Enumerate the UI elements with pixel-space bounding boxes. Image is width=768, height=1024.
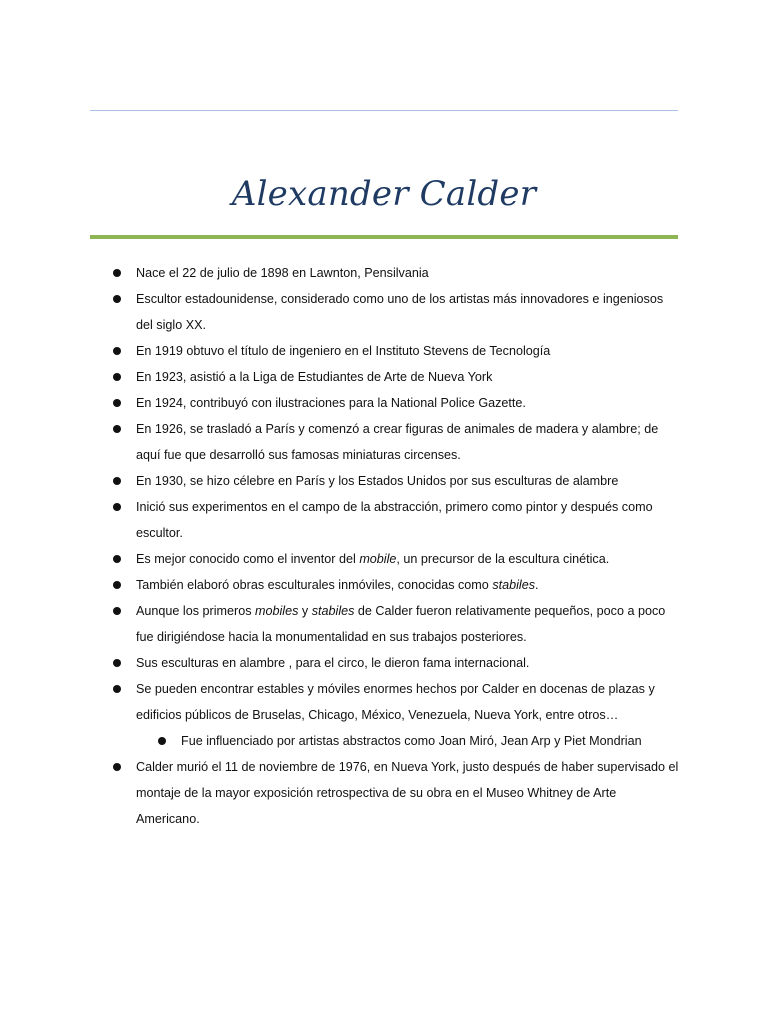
bullet-item: Sus esculturas en alambre , para el circo, le dieron fama internacional. [90, 650, 680, 676]
bullet-item [90, 598, 680, 650]
bullet-item: En 1919 obtuvo el título de ingeniero en el Instituto Stevens de Tecnología [90, 338, 680, 364]
bullet-item: En 1926, se trasladó a París y comenzó a crear figuras de animales de madera y alambre; de aquí fue que desarrolló sus famosas miniaturas circenses. [90, 416, 680, 468]
title-underline [90, 235, 678, 239]
item-text: Aunque los primeros [136, 604, 256, 618]
item-text: y [298, 604, 312, 618]
bullet-item: En 1923, asistió a la Liga de Estudiantes de Arte de Nueva York [90, 364, 680, 390]
item-text-italic: mobiles [255, 604, 299, 618]
document-title: Alexander Calder [231, 174, 537, 214]
bullet-item: En 1930, se hizo célebre en París y los Estados Unidos por sus esculturas de alambre [90, 468, 680, 494]
bullet-item [90, 572, 680, 598]
bullet-item: Calder murió el 11 de noviembre de 1976, en Nueva York, justo después de haber supervisado el montaje de la mayor exposición retrospectiva de su obra en el Museo Whitney de Arte Americano. [90, 754, 680, 832]
bullet-item: Escultor estadounidense, considerado como uno de los artistas más innovadores e ingeniosos del siglo XX. [90, 286, 680, 338]
item-text-italic: stabiles [311, 604, 355, 618]
bullet-item: Nace el 22 de julio de 1898 en Lawnton, Pensilvania [90, 260, 680, 286]
header-rule [90, 110, 678, 111]
bullet-list [90, 260, 680, 832]
item-text: , un precursor de la escultura cinética. [396, 552, 610, 566]
sub-bullet-item: Fue influenciado por artistas abstractos como Joan Miró, Jean Arp y Piet Mondrian [90, 728, 680, 754]
item-text-italic: mobile [359, 552, 397, 566]
bullet-item: Inició sus experimentos en el campo de la abstracción, primero como pintor y después como escultor. [90, 494, 680, 546]
item-text-italic: stabiles [492, 578, 536, 592]
bullet-item: Se pueden encontrar estables y móviles enormes hechos por Calder en docenas de plazas y edificios públicos de Bruselas, Chicago, México, Venezuela, Nueva York, entre otros… [90, 676, 680, 728]
item-text: También elaboró obras esculturales inmóviles, conocidas como [136, 578, 493, 592]
item-text: de Calder fueron relativamente pequeños, poco a poco fue dirigiéndose hacia la monumentalidad en sus trabajos posteriores. [136, 604, 666, 644]
bullet-item: En 1924, contribuyó con ilustraciones para la National Police Gazette. [90, 390, 680, 416]
bullet-item [90, 546, 680, 572]
item-text: Es mejor conocido como el inventor del [136, 552, 360, 566]
item-text: . [535, 578, 539, 592]
